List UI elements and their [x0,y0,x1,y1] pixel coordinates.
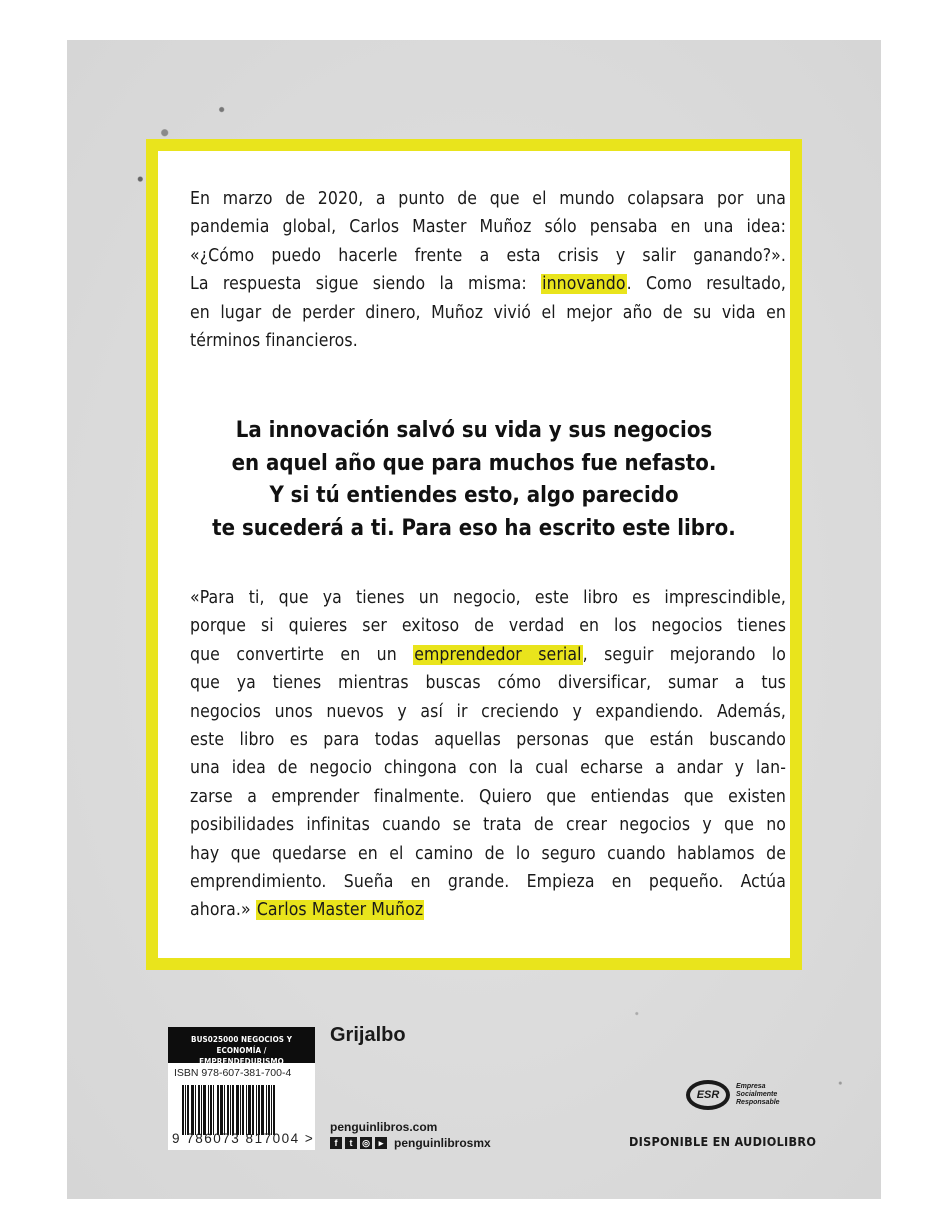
tagline [170,415,778,545]
intro-line: En marzo de 2020, a punto de que el mundo colapsara por una [190,189,786,209]
highlight-innovando: innovando [542,274,626,295]
esr-line: Socialmente [736,1091,778,1098]
quote-line: «Para ti, que ya tienes un negocio, este libro es imprescindible, [190,588,786,608]
isbn-text: ISBN 978-607-381-700-4 [174,1067,292,1079]
esr-line: Responsable [736,1099,780,1106]
esr-logo-icon: ESR [686,1080,730,1110]
quote-line-author [190,896,786,924]
intro-text: La respuesta sigue siendo la misma: [190,274,542,295]
twitter-icon[interactable]: t [345,1137,357,1149]
publisher-logo: Grijalbo [330,1024,406,1046]
tagline-line: te sucederá a ti. Para eso ha escrito este libro. [212,515,736,541]
esr-label [736,1083,780,1107]
quote-paragraph [190,584,786,925]
intro-paragraph [190,185,786,355]
intro-line: términos financieros. [190,331,358,352]
quote-text: ahora.» [190,900,256,921]
esr-badge [686,1080,780,1110]
social-links [330,1136,491,1150]
social-handle[interactable]: penguinlibrosmx [394,1136,491,1150]
audiobook-notice: DISPONIBLE EN AUDIOLIBRO [629,1134,817,1149]
quote-line: emprendimiento. Sueña en grande. Empieza en pequeño. Actúa [190,872,786,893]
author-highlight: Carlos Master Muñoz [256,900,424,921]
quote-line: posibilidades infinitas cuando se trata de crear negocios y que no [190,815,786,836]
tagline-line: La innovación salvó su vida y sus negocios [235,418,713,443]
instagram-icon[interactable]: ◎ [360,1137,372,1149]
quote-line: porque si quieres ser exitoso de verdad en los negocios tienes [190,616,786,637]
quote-line: una idea de negocio chingona con la cual echarse a andar y lan- [190,758,786,779]
text-panel [158,151,790,958]
intro-line: pandemia global, Carlos Master Muñoz sólo pensaba en una idea: [190,217,786,238]
publisher-website[interactable]: penguinlibros.com [330,1120,438,1134]
quote-line: negocios unos nuevos y así ir creciendo y expandiendo. Además, [190,701,786,722]
quote-line: hay que quedarse en el camino de lo seguro cuando hablamos de [190,843,786,864]
quote-line-highlight [190,641,786,669]
bisac-label [168,1027,315,1066]
youtube-icon[interactable]: ▸ [375,1137,387,1149]
barcode-block [168,1027,315,1150]
bisac-line: EMPRENDEDURISMO [199,1057,284,1066]
esr-line: Empresa [736,1083,766,1090]
facebook-icon[interactable]: f [330,1137,342,1149]
intro-line-highlight [190,270,786,298]
tagline-line: Y si tú entiendes esto, algo parecido [269,483,679,508]
intro-text: . Como resultado, [626,274,786,295]
quote-line: este libro es para todas aquellas personas que están buscando [190,730,786,751]
yellow-frame [146,139,802,970]
intro-line: en lugar de perder dinero, Muñoz vivió el mejor año de su vida en [190,302,786,323]
tagline-line: en aquel año que para muchos fue nefasto. [231,450,717,476]
bisac-line: BUS025000 NEGOCIOS Y ECONOMÍA / [191,1035,292,1055]
ean-digits: 9 786073 817004 > [172,1131,315,1146]
intro-line: «¿Cómo puedo hacerle frente a esta crisis y salir ganando?». [190,245,786,266]
barcode-bars-icon [182,1085,308,1135]
quote-text: , seguir mejorando lo [582,644,787,665]
highlight-emprendedor-serial: emprendedor serial [414,644,582,665]
quote-text: que convertirte en un [190,644,414,665]
quote-line: zarse a emprender finalmente. Quiero que entiendas que existen [190,786,786,807]
quote-line: que ya tienes mientras buscas cómo diversificar, sumar a tus [190,673,786,694]
